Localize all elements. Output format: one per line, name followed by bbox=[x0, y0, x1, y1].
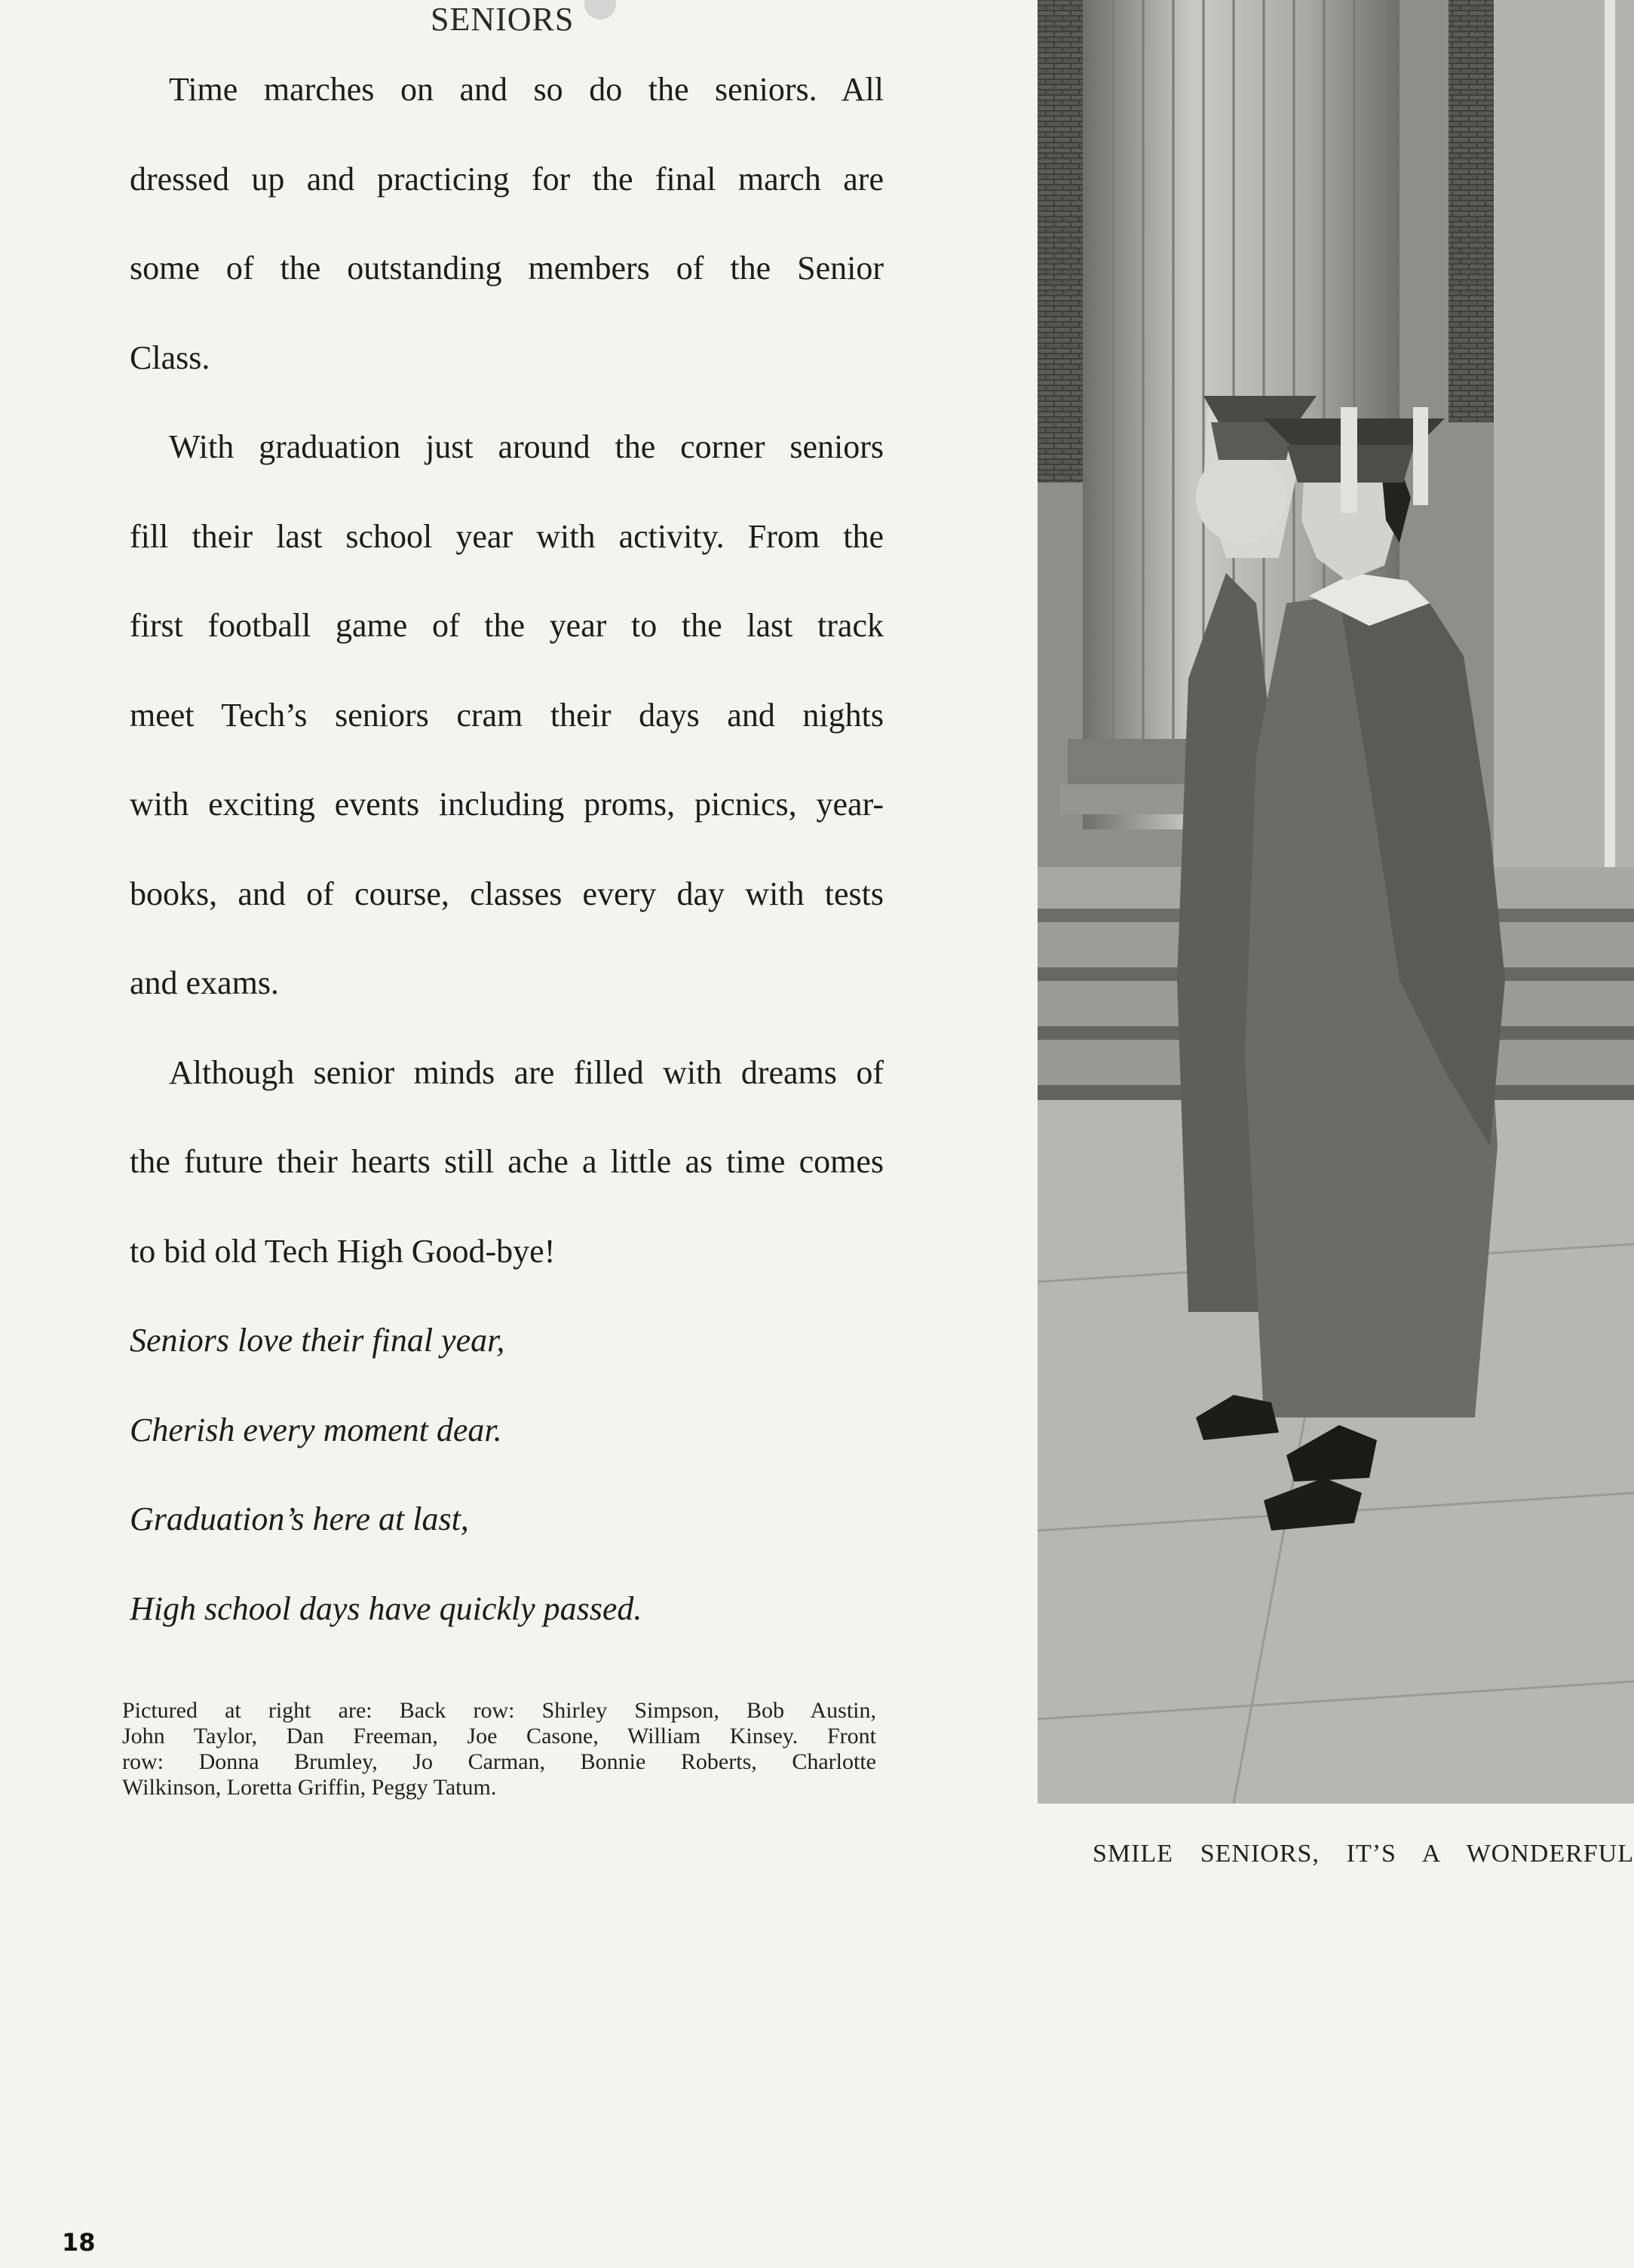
body-line: some of the outstanding members of the Senior bbox=[130, 250, 884, 287]
caption-line: Wilkinson, Loretta Griffin, Peggy Tatum. bbox=[122, 1775, 497, 1800]
body-line: and exams. bbox=[130, 964, 279, 1001]
photo-illustration bbox=[1038, 0, 1634, 1804]
body-line: meet Tech’s seniors cram their days and nights bbox=[130, 696, 884, 734]
page-number: 18 bbox=[62, 2228, 96, 2257]
body-line: with exciting events including proms, picnics, year- bbox=[130, 786, 884, 823]
body-line: fill their last school year with activity. From the bbox=[130, 517, 884, 555]
body-line: With graduation just around the corner seniors bbox=[169, 428, 884, 465]
body-line: to bid old Tech High Good-bye! bbox=[130, 1232, 556, 1270]
page-heading: SENIORS bbox=[431, 1, 575, 38]
photo-credit-caption bbox=[122, 1698, 876, 1801]
body-line: first football game of the year to the last track bbox=[130, 607, 884, 644]
body-line: Class. bbox=[130, 339, 210, 376]
body-line: Although senior minds are filled with dreams of bbox=[169, 1053, 884, 1091]
body-text bbox=[130, 45, 884, 1653]
photo-caption: SMILE SENIORS, IT’S A WONDERFUL bbox=[1093, 1840, 1634, 1868]
caption-line: row: Donna Brumley, Jo Carman, Bonnie Roberts, Charlotte bbox=[122, 1749, 876, 1774]
poem-line: Seniors love their final year, bbox=[130, 1322, 505, 1359]
body-line: the future their hearts still ache a little as time comes bbox=[130, 1143, 884, 1180]
punch-hole-mark bbox=[584, 0, 616, 20]
body-line: books, and of course, classes every day with tests bbox=[130, 875, 884, 912]
caption-line: Pictured at right are: Back row: Shirley Simpson, Bob Austin, bbox=[122, 1698, 876, 1723]
body-line: dressed up and practicing for the final march are bbox=[130, 160, 884, 198]
poem-line: Cherish every moment dear. bbox=[130, 1411, 502, 1448]
graduates-photo bbox=[1038, 0, 1634, 1804]
body-line: Time marches on and so do the seniors. All bbox=[169, 71, 884, 108]
poem-line: Graduation’s here at last, bbox=[130, 1500, 469, 1537]
caption-line: John Taylor, Dan Freeman, Joe Casone, William Kinsey. Front bbox=[122, 1724, 876, 1749]
poem-line: High school days have quickly passed. bbox=[130, 1589, 642, 1627]
